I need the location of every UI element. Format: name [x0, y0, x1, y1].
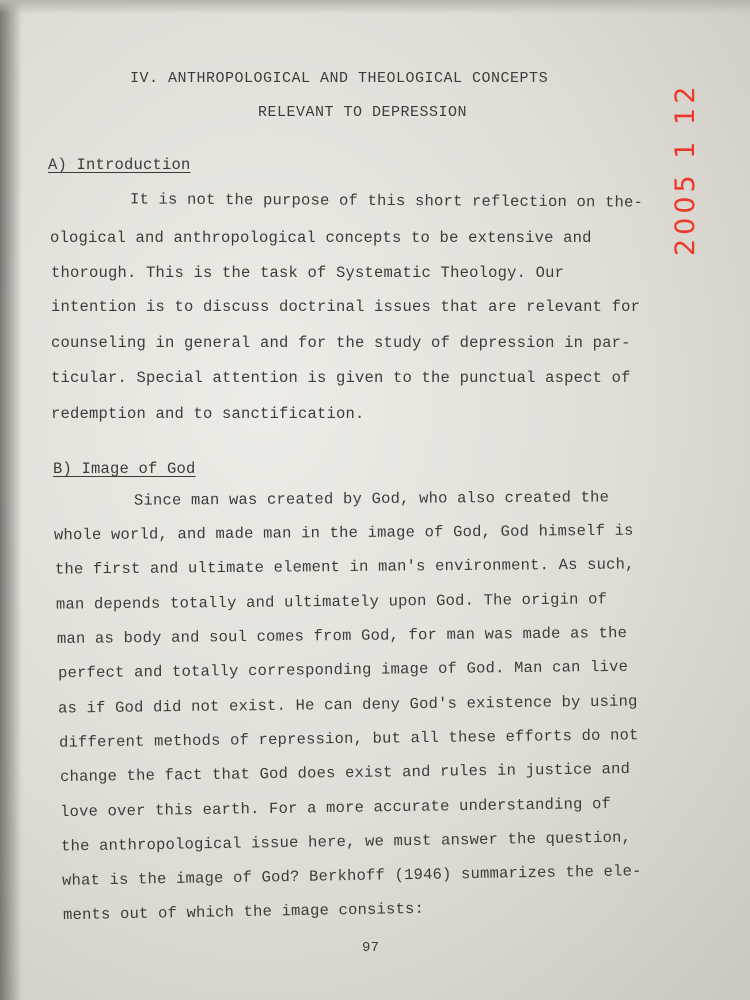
chapter-title-line-2: RELEVANT TO DEPRESSION [258, 104, 468, 121]
section-a-line-1: It is not the purpose of this short reflection on the- [129, 190, 644, 212]
section-a-heading: A) Introduction [48, 156, 191, 174]
section-b-line-2: whole world, and made man in the image of God, God himself is [53, 521, 634, 545]
section-b-line-3: the first and ultimate element in man's environment. As such, [54, 555, 635, 579]
page-number: 97 [362, 940, 380, 956]
page-edge-shadow [0, 0, 22, 1000]
section-b-line-8: different methods of repression, but all these efforts do not [58, 726, 639, 752]
date-stamp: 2005 1 12 [670, 82, 701, 256]
section-b-line-4: man depends totally and ultimately upon God. The origin of [55, 590, 608, 614]
section-b-line-5: man as body and soul comes from God, for man was made as the [56, 624, 628, 648]
section-b-line-13: ments out of which the image consists: [62, 899, 425, 925]
section-b-line-12: what is the image of God? Berkhoff (1946) summarizes the ele- [61, 862, 642, 890]
chapter-title-line-1: IV. ANTHROPOLOGICAL AND THEOLOGICAL CONCEPTS [130, 70, 549, 87]
section-b-line-1: Since man was created by God, who also created the [133, 488, 610, 510]
page-top-shadow [0, 0, 750, 14]
section-b-line-9: change the fact that God does exist and rules in justice and [59, 760, 631, 786]
section-a-line-7: redemption and to sanctification. [51, 405, 365, 423]
section-b-heading: B) Image of God [53, 460, 196, 478]
section-b-line-7: as if God did not exist. He can deny God's existence by using [57, 692, 638, 718]
section-a-line-5: counseling in general and for the study of depression in par- [51, 334, 631, 352]
section-b-line-6: perfect and totally corresponding image of God. Man can live [57, 657, 629, 683]
section-a-line-4: intention is to discuss doctrinal issues that are relevant for [51, 298, 641, 316]
section-a-line-6: ticular. Special attention is given to the punctual aspect of [51, 369, 631, 387]
section-b-line-11: the anthropological issue here, we must answer the question, [60, 828, 632, 856]
section-b-line-10: love over this earth. For a more accurate understanding of [59, 794, 612, 822]
section-a-line-2: ological and anthropological concepts to be extensive and [50, 229, 592, 247]
section-a-line-3: thorough. This is the task of Systematic Theology. Our [51, 264, 565, 282]
